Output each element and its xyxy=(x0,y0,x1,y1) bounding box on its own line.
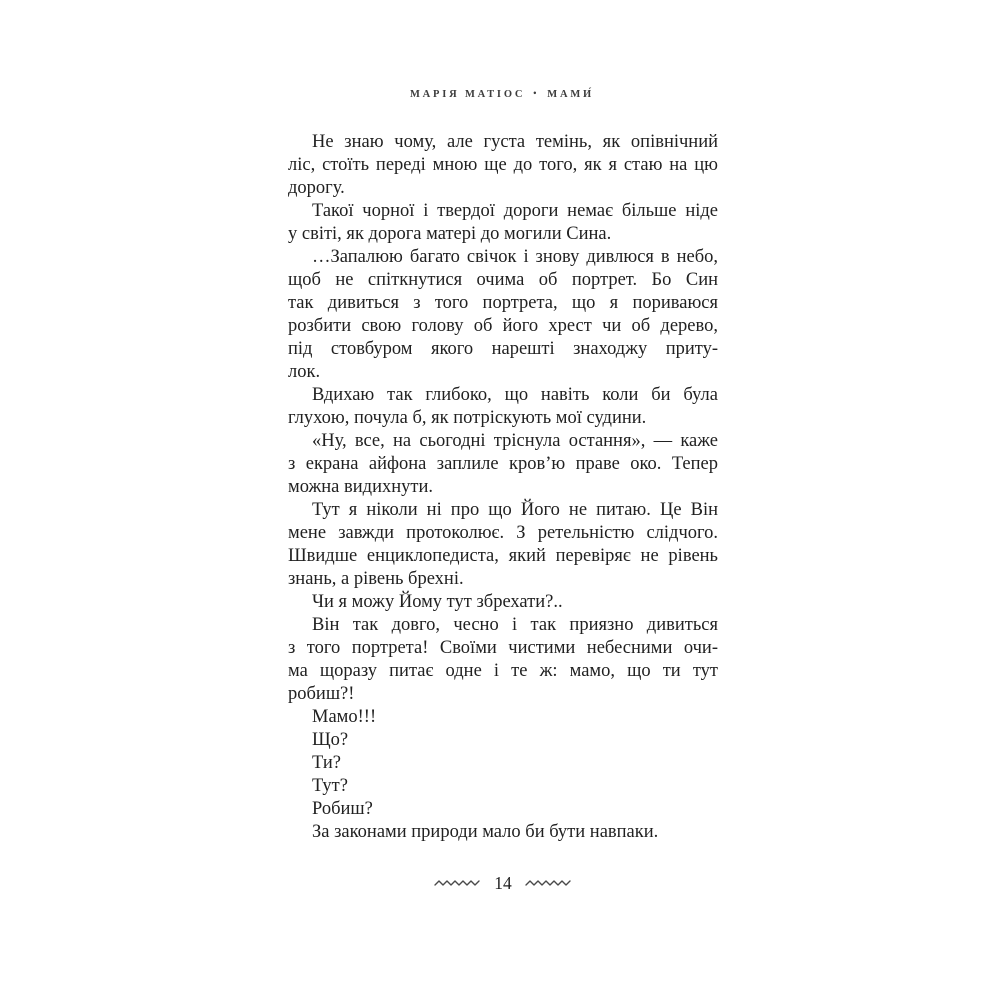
text-line: мене завжди протоколює. З ретельністю слідчого. xyxy=(288,523,718,543)
text-line: можна видихнути. xyxy=(288,477,433,497)
text-line: під стовбуром якого нарешті знаходжу приту- xyxy=(288,339,718,359)
page-number: 14 xyxy=(494,873,512,894)
running-head-title: МАМИ́ xyxy=(547,89,595,100)
text-line: Тут я ніколи ні про що Його не питаю. Це Він xyxy=(312,500,718,520)
text-line: у світі, як дорога матері до могили Сина. xyxy=(288,224,612,244)
text-line: глухою, почула б, як потріскують мої судини. xyxy=(288,408,647,428)
text-line: Що? xyxy=(312,730,349,750)
running-head-author: МАРІЯ МАТІОС xyxy=(409,89,526,100)
text-line: лок. xyxy=(288,362,321,382)
text-line: так дивиться з того портрета, що я пориваюся xyxy=(288,293,718,313)
text-line: Ти? xyxy=(312,753,341,773)
text-line: Швидше енциклопедиста, який перевіряє не рівень xyxy=(288,546,718,566)
text-line: ма щоразу питає одне і те ж: мамо, що ти тут xyxy=(288,661,718,681)
text-line: Тут? xyxy=(312,776,348,796)
text-line: Такої чорної і твердої дороги немає більше ніде xyxy=(312,201,718,221)
text-line: За законами природи мало би бути навпаки. xyxy=(312,822,659,842)
text-line: …Запалюю багато свічок і знову дивлюся в небо, xyxy=(312,247,718,267)
running-head-separator: • xyxy=(533,88,540,98)
text-line: Мамо!!! xyxy=(312,707,377,727)
body-text xyxy=(288,131,718,844)
text-line: розбити свою голову об його хрест чи об дерево, xyxy=(288,316,718,336)
text-line: Вдихаю так глибоко, що навіть коли би була xyxy=(312,385,718,405)
wavy-line-icon xyxy=(525,878,572,890)
text-line: ліс, стоїть переді мною ще до того, як я стаю на цю xyxy=(288,155,718,175)
text-line: з того портрета! Своїми чистими небесними очи- xyxy=(288,638,718,658)
text-line: Чи я можу Йому тут збрехати?.. xyxy=(312,592,563,612)
text-line: знань, а рівень брехні. xyxy=(288,569,464,589)
text-line: з екрана айфона заплиле кров’ю праве око. Тепер xyxy=(288,454,718,474)
wavy-line-icon xyxy=(434,878,481,890)
text-line: Не знаю чому, але густа темінь, як опівнічний xyxy=(312,132,718,152)
text-line: Він так довго, чесно і так приязно дивиться xyxy=(312,615,718,635)
text-line: Робиш? xyxy=(312,799,373,819)
text-line: «Ну, все, на сьогодні тріснула остання», — каже xyxy=(312,431,718,451)
text-line: щоб не спіткнутися очима об портрет. Бо Син xyxy=(288,270,718,290)
running-head xyxy=(285,88,719,100)
text-line: робиш?! xyxy=(288,684,355,704)
text-line: дорогу. xyxy=(288,178,345,198)
page-footer xyxy=(288,871,718,897)
